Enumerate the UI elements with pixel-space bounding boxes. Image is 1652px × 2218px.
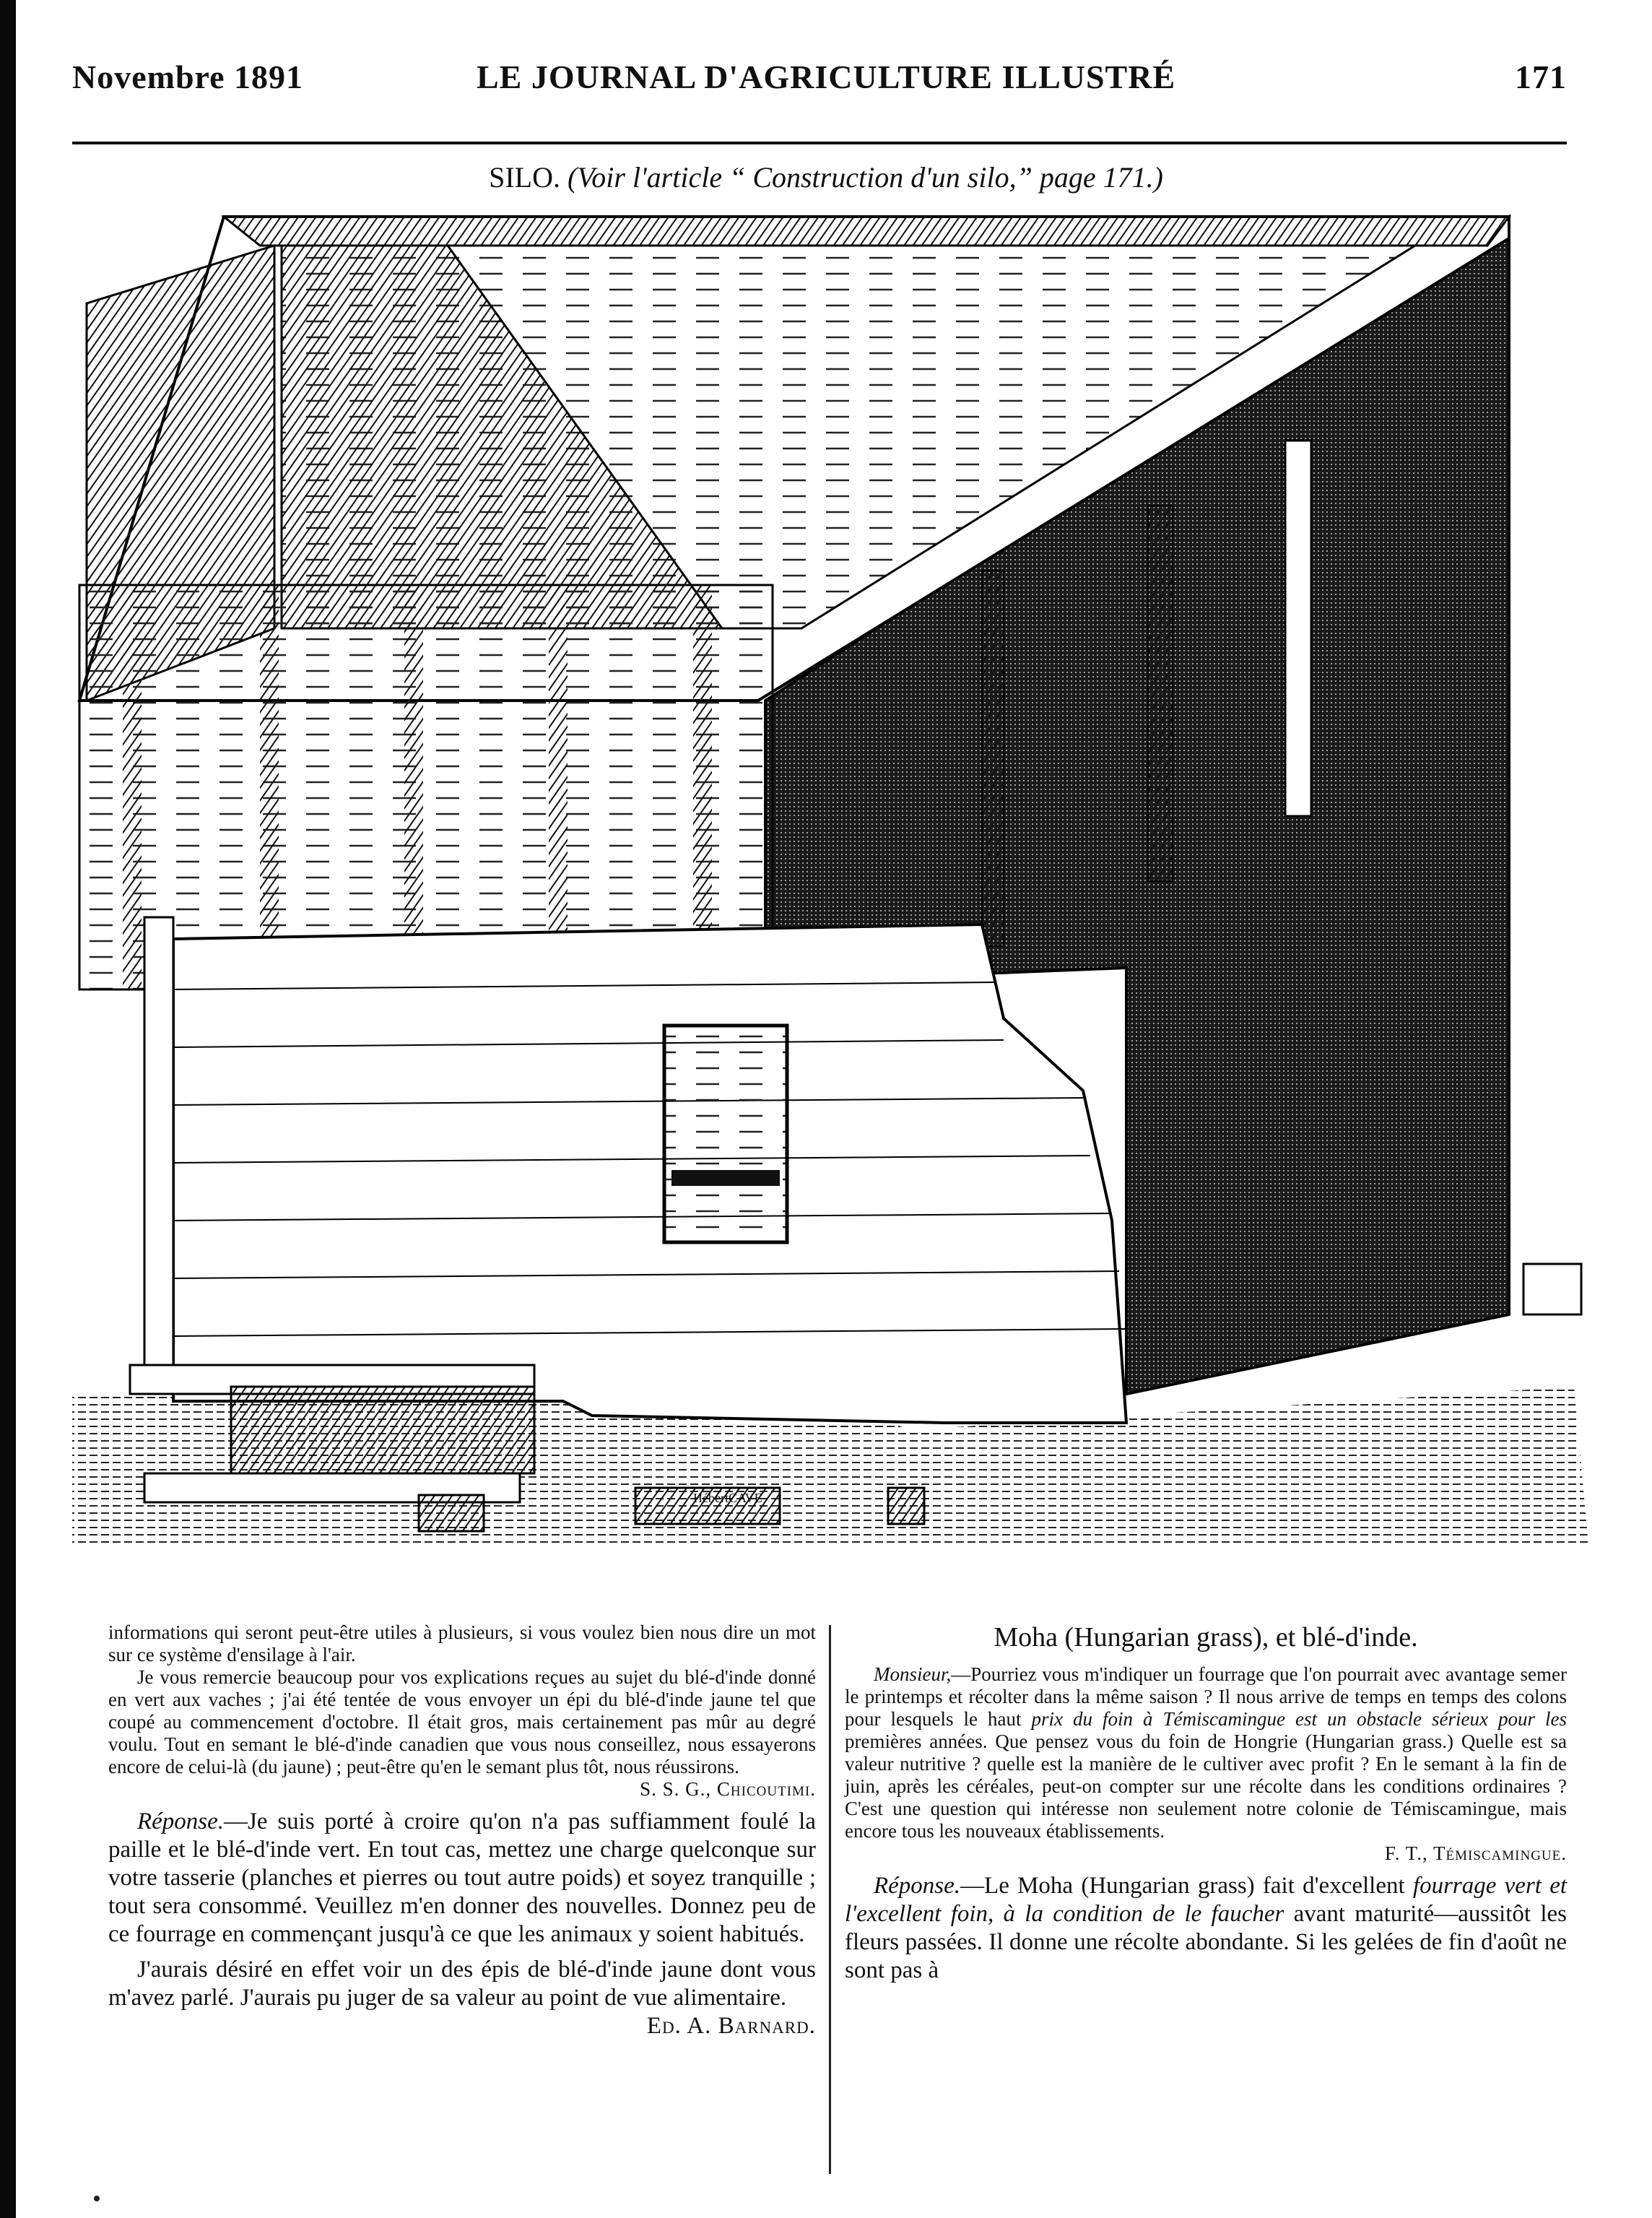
- figure-caption: [0, 160, 1652, 194]
- letter-text-2: premières années. Que pensez vous du foin de Hongrie (Hungarian grass.) Quelle est sa valeur nutritive ? quelle est la manière de le cultiver avec profit ? En le semant à la fin de juin, après les céréales, peut-on compter sur une récolte dans les conditions ordinaires ? C'est une question qui intéresse non seulement notre colonie de Témiscamingue, mais encore tous les nouveaux établissements.: [845, 1730, 1567, 1842]
- running-head: [72, 58, 1567, 116]
- left-column: [108, 1621, 816, 2040]
- moha-letter-paragraph: [845, 1663, 1567, 1842]
- letter-text-1: —Pourriez vous m'indiquer un fourrage que l'on pourrait avec avantage semer le printemps et récolter dans la même saison ? Il nous arrive de temps en temps des colons pour lesquels le haut: [845, 1663, 1567, 1730]
- journal-title: LE JOURNAL D'AGRICULTURE ILLUSTRÉ: [477, 59, 1176, 95]
- reply-paragraph-2: J'aurais désiré en effet voir un des épis de blé-d'inde jaune dont vous m'avez parlé. J'aurais pu juger de sa valeur au point de vue alimentaire.: [108, 1957, 816, 2011]
- letter-signature: S. S. G., Chicoutimi.: [640, 1778, 816, 1800]
- print-speck: [94, 2196, 100, 2201]
- salutation: Monsieur,: [874, 1663, 952, 1685]
- letter-italic-text: prix du foin à Témiscamingue est un obstacle sérieux pour les: [1031, 1708, 1567, 1730]
- reply-paragraph-1: [108, 1808, 816, 1949]
- moha-reply-text-2: avant maturité—aussitôt les fleurs passées. Il donne une récolte abondante. Si les gelées de fin d'août ne sont pas à: [845, 1901, 1567, 1983]
- binding-edge: [0, 0, 16, 2218]
- silo-engraving: [43, 202, 1596, 1596]
- letter-paragraph-2: Je vous remercie beaucoup pour vos explications reçues au sujet du blé-d'inde donné en vert aux vaches ; j'ai été tentée de vous envoyer un épi du blé-d'inde jaune tel que coupé au commencement d'octobre. Il était gros, mais certainement pas mûr au degré voulu. Tout en semant le blé-d'inde canadien que vous nous conseillez, nous essayerons encore de celui-là (du jaune) ; peut-être qu'en le semant plus tôt, nous réussirons.: [108, 1666, 816, 1777]
- moha-reply-paragraph: [845, 1872, 1567, 1985]
- section-title: Moha (Hungarian grass), et blé-d'inde.: [994, 1622, 1418, 1652]
- moha-reply-label: Réponse.: [874, 1873, 961, 1899]
- moha-reply-text-1: —Le Moha (Hungarian grass) fait d'excellent: [960, 1873, 1405, 1899]
- page-number: 171: [1515, 59, 1567, 95]
- moha-reply-italic: fourrage vert et l'excellent foin, à la condition de le faucher: [845, 1873, 1568, 1927]
- moha-letter-signature: F. T., Témiscamingue.: [1384, 1842, 1567, 1864]
- letter-paragraph-1: informations qui seront peut-être utiles à plusieurs, si vous voulez bien nous dire un mot sur ce système d'ensilage à l'air.: [108, 1621, 816, 1665]
- reply-label: Réponse.: [137, 1808, 225, 1834]
- header-rule: [72, 142, 1567, 144]
- reply-signature: Ed. A. Barnard.: [646, 2013, 816, 2039]
- silo-door: [664, 1026, 787, 1242]
- issue-date: Novembre 1891: [72, 59, 304, 95]
- caption-label: SILO.: [489, 161, 560, 194]
- silo-front-sheathing: [144, 917, 1126, 1423]
- column-rule: [829, 1625, 831, 2174]
- right-column: [845, 1621, 1567, 1985]
- caption-reference: (Voir l'article “ Construction d'un silo,” page 171.): [567, 161, 1163, 194]
- engraver-mark: HébertCAVE: [693, 1491, 762, 1505]
- reply-text-1: —Je suis porté à croire qu'on n'a pas suffiamment foulé la paille et le blé-d'inde vert. En tout cas, mettez une charge quelconque sur votre tasserie (planches et pierres ou tout autre poids) et soyez tranquille ; tout sera consommé. Veuillez m'en donner des nouvelles. Donnez peu de ce fourrage en commençant jusqu'à ce que les animaux y soient habitués.: [108, 1808, 816, 1947]
